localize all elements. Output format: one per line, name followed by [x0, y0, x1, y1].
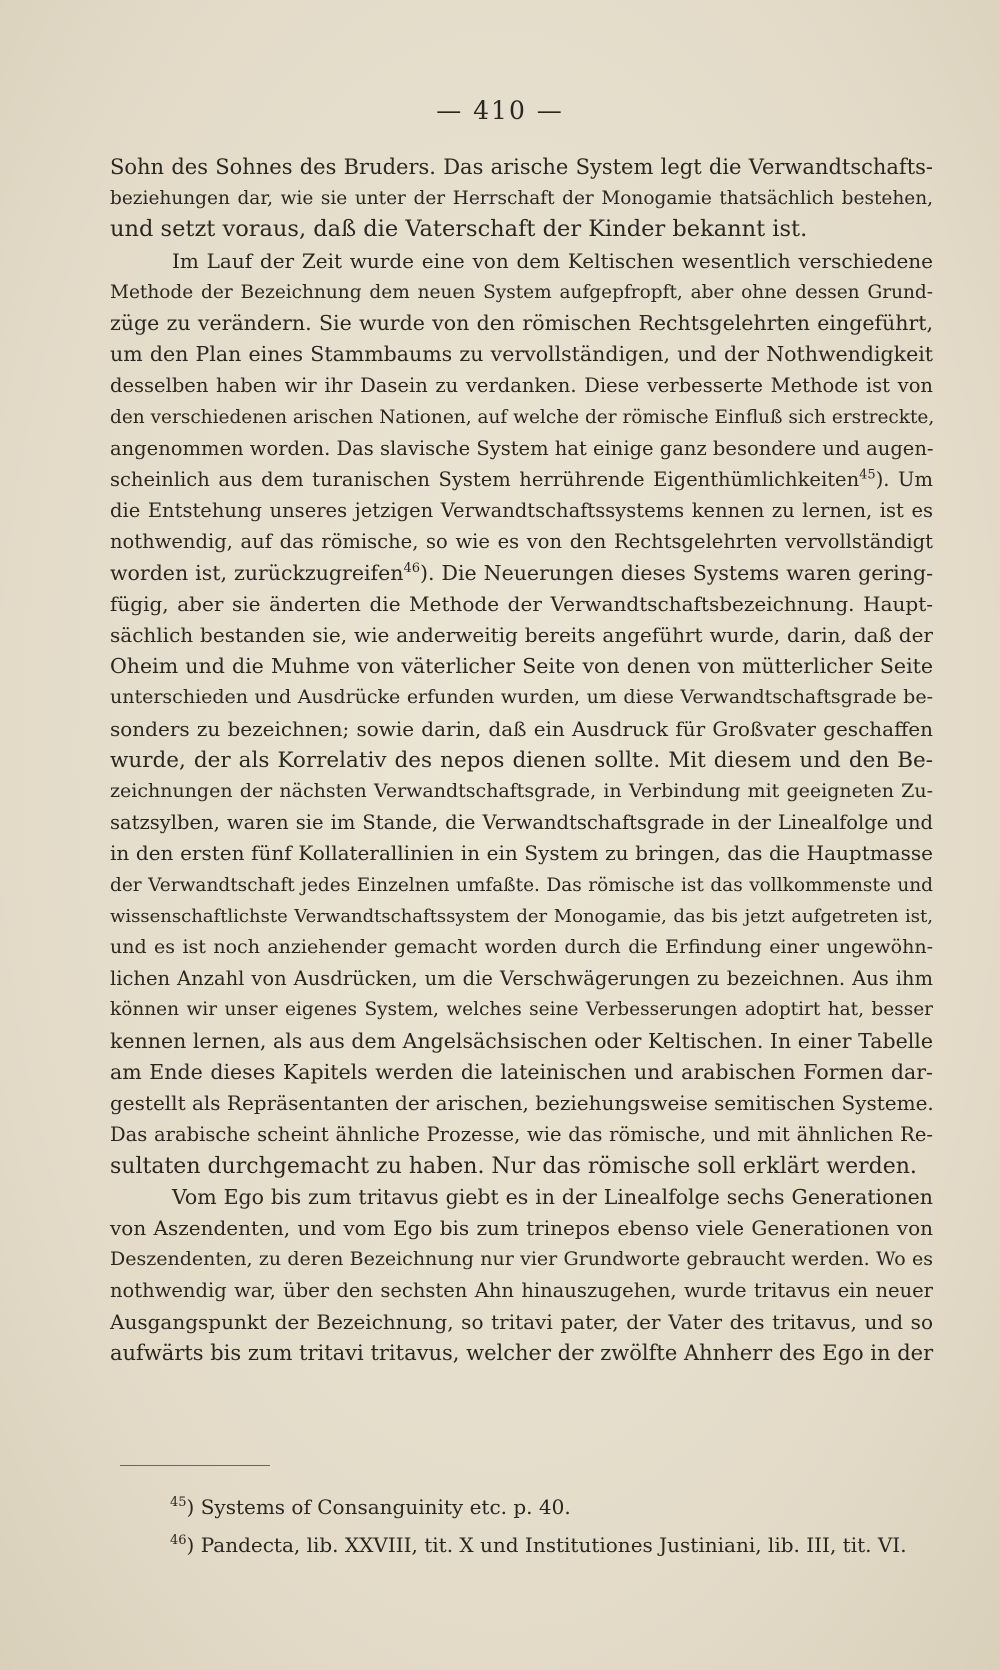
text-line: die Entstehung unseres jetzigen Verwandtschaftssystems kennen zu lernen, ist es: [110, 499, 933, 523]
text-line: Deszendenten, zu deren Bezeichnung nur vier Grundworte gebraucht werden. Wo es: [110, 1248, 933, 1271]
text-line: Vom Ego bis zum tritavus giebt es in der Linealfolge sechs Generationen: [172, 1184, 933, 1209]
text-line: nothwendig war, über den sechsten Ahn hinauszugehen, wurde tritavus ein neuer: [110, 1279, 933, 1303]
text-line: Das arabische scheint ähnliche Prozesse, wie das römische, und mit ähnlichen Re-: [110, 1123, 933, 1147]
text-line: von Aszendenten, und vom Ego bis zum trinepos ebenso viele Generationen von: [110, 1215, 933, 1240]
text-line: angenommen worden. Das slavische System hat einige ganz besondere und augen-: [110, 436, 934, 460]
footnote-text: ) Systems of Consanguinity etc. p. 40.: [186, 1495, 571, 1519]
page-number: — 410 —: [436, 96, 564, 125]
text-line: aufwärts bis zum tritavi tritavus, welcher der zwölfte Ahnherr des Ego in der: [110, 1340, 934, 1365]
footnote-ref-46[interactable]: 46: [403, 560, 420, 576]
text-line: der Verwandtschaft jedes Einzelnen umfaßte. Das römische ist das vollkommenste und: [110, 874, 933, 896]
text-line: sonders zu bezeichnen; sowie darin, daß ein Ausdruck für Großvater geschaffen: [110, 716, 933, 741]
text-line: gestellt als Repräsentanten der arischen, beziehungsweise semitischen Systeme.: [110, 1091, 934, 1116]
text-line: und setzt voraus, daß die Vaterschaft der Kinder bekannt ist.: [110, 216, 808, 243]
text-line: den verschiedenen arischen Nationen, auf welche der römische Einfluß sich erstreckte,: [110, 406, 935, 428]
footnote-46: [170, 1524, 930, 1562]
text-line: am Ende dieses Kapitels werden die lateinischen und arabischen Formen dar-: [110, 1059, 933, 1084]
text-line: wurde, der als Korrelativ des nepos dienen sollte. Mit diesem und den Be-: [110, 747, 933, 773]
text-fragment: scheinlich aus dem turanischen System herrührende Eigenthümlichkeiten: [110, 468, 860, 492]
text-line: Im Lauf der Zeit wurde eine von dem Keltischen wesentlich verschiedene: [172, 248, 933, 273]
text-fragment: ). Die Neuerungen dieses Systems waren gering-: [420, 560, 933, 585]
text-line: sultaten durchgemacht zu haben. Nur das römische soll erklärt werden.: [110, 1153, 917, 1179]
text-line: Oheim und die Muhme von väterlicher Seite von denen von mütterlicher Seite: [110, 654, 933, 679]
footnote-text: ) Pandecta, lib. XXVIII, tit. X und Institutiones Justiniani, lib. III, tit. VI.: [186, 1533, 907, 1557]
text-line: beziehungen dar, wie sie unter der Herrschaft der Monogamie thatsächlich bestehen,: [110, 188, 933, 210]
text-line: zeichnungen der nächsten Verwandtschaftsgrade, in Verbindung mit geeigneten Zu-: [110, 780, 933, 803]
footnotes: [170, 1486, 930, 1562]
text-line-with-footnote-ref: [110, 464, 933, 495]
footnote-mark: 45: [170, 1495, 187, 1510]
body-text: [110, 152, 933, 1369]
text-line: nothwendig, auf das römische, so wie es von den Rechtsgelehrten vervollständigt: [110, 530, 933, 554]
text-line: kennen lernen, als aus dem Angelsächsischen oder Keltischen. In einer Tabelle: [110, 1028, 933, 1053]
text-line: Ausgangspunkt der Bezeichnung, so tritavi pater, der Vater des tritavus, und so: [110, 1309, 933, 1334]
text-fragment: ). Um: [875, 468, 933, 492]
text-line: unterschieden und Ausdrücke erfunden wurden, um diese Verwandtschaftsgrade be-: [110, 686, 933, 709]
text-line: desselben haben wir ihr Dasein zu verdanken. Diese verbesserte Methode ist von: [110, 374, 933, 398]
text-line: züge zu verändern. Sie wurde von den römischen Rechtsgelehrten eingeführt,: [110, 311, 933, 336]
text-line: um den Plan eines Stammbaums zu vervollständigen, und der Nothwendigkeit: [110, 342, 933, 367]
footnote-ref-45[interactable]: 45: [859, 467, 876, 483]
text-line: Methode der Bezeichnung dem neuen System aufgepfropft, aber ohne dessen Grund-: [110, 281, 933, 303]
text-line: lichen Anzahl von Ausdrücken, um die Verschwägerungen zu bezeichnen. Aus ihm: [110, 967, 933, 991]
text-line: in den ersten fünf Kollaterallinien in ein System zu bringen, das die Hauptmasse: [110, 841, 933, 866]
text-line: Sohn des Sohnes des Bruders. Das arische System legt die Verwandtschafts-: [110, 155, 933, 179]
text-line: können wir unser eigenes System, welches seine Verbesserungen adoptirt hat, besser: [110, 999, 933, 1021]
footnote-mark: 46: [170, 1533, 187, 1548]
text-line: wissenschaftlichste Verwandtschaftssystem der Monogamie, das bis jetzt aufgetreten ist,: [110, 905, 933, 927]
text-line: satzsylben, waren sie im Stande, die Verwandtschaftsgrade in der Linealfolge und: [110, 811, 933, 835]
text-line: sächlich bestanden sie, wie anderweitig bereits angeführt wurde, darin, daß der: [110, 623, 933, 648]
text-line: fügig, aber sie änderten die Methode der Verwandtschaftsbezeichnung. Haupt-: [110, 591, 933, 616]
text-line-with-footnote-ref: [110, 558, 933, 589]
text-fragment: worden ist, zurückzugreifen: [110, 560, 404, 585]
footnote-45: [170, 1486, 930, 1524]
text-line: und es ist noch anziehender gemacht worden durch die Erfindung einer ungewöhn-: [110, 936, 933, 959]
footnote-divider: [120, 1465, 270, 1466]
